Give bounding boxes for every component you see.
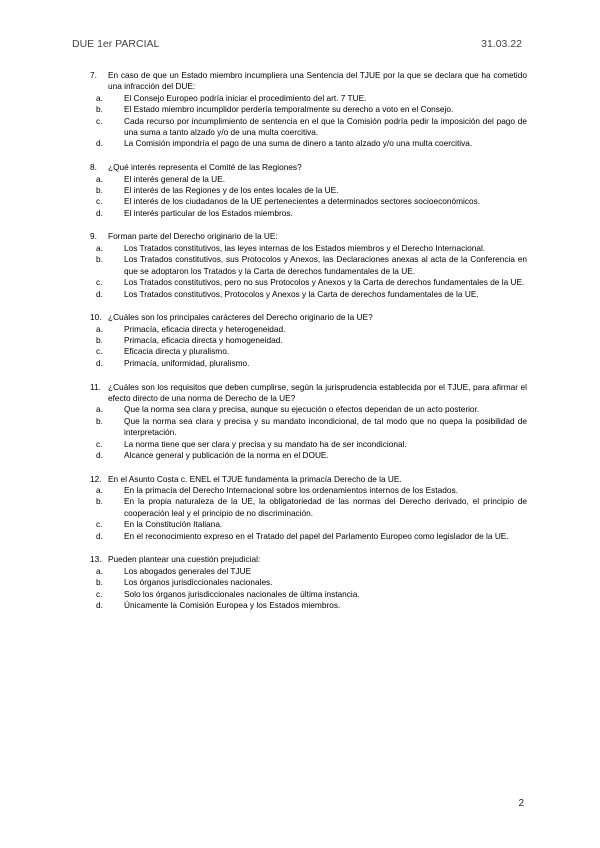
answer-option [90,116,527,139]
option-label: a. [96,242,103,253]
answer-option [90,208,527,219]
option-text: En la propia naturaleza de la UE, la obligatoriedad de las normas del Derecho derivado, el principio de cooperación leal y el principio de no discriminación. [124,496,527,518]
header-title: DUE 1er PARCIAL [72,38,160,50]
question-number: 10. [90,312,102,323]
question-stem [90,312,527,323]
option-label: d. [96,357,103,368]
answer-option [90,138,527,149]
option-label: c. [96,277,103,288]
question-stem [90,162,527,173]
option-label: b. [96,104,103,115]
question-item [90,474,527,542]
answer-option [90,496,527,519]
option-label: a. [96,173,103,184]
question-stem [90,554,527,565]
question-stem [90,231,527,242]
option-label: d. [96,600,103,611]
answer-option [90,416,527,439]
option-label: c. [96,115,103,126]
question-item [90,554,527,611]
option-text: En la Constitución Italiana. [124,519,223,530]
answer-option [90,93,527,104]
question-item [90,70,527,150]
option-label: c. [96,438,103,449]
answer-option [90,104,527,115]
option-label: d. [96,138,103,149]
option-text: Cada recurso por incumplimiento de sentencia en el que la Comisión podría pedir la imposición del pago de una suma a tanto alzado y/o de una multa coercitiva. [124,115,527,138]
option-label: d. [96,530,103,541]
answer-option [90,450,527,461]
option-label: c. [96,519,103,530]
option-text: Los Tratados constitutivos, las leyes internas de los Estados miembros y el Derecho Internacional. [124,242,486,253]
option-text: El interés de las Regiones y de los entes locales de la UE. [124,184,339,195]
option-text: Que la norma sea clara y precisa, aunque su ejecución o efectos dependan de un acto posterior. [124,404,480,415]
option-label: d. [96,288,103,299]
answer-options [90,566,527,612]
question-item [90,382,527,462]
option-text: Primacía, uniformidad, pluralismo. [124,357,250,368]
answer-option [90,289,527,300]
option-text: Que la norma sea clara y precisa y su mandato incondicional, de tal modo que no quepa la posibilidad de interpretación. [124,415,527,438]
answer-option [90,485,527,496]
option-label: b. [96,335,103,346]
option-text: El Consejo Europeo podría iniciar el procedimiento del art. 7 TUE. [124,92,367,103]
option-text: El interés de los ciudadanos de la UE pertenecientes a determinados sectores socioeconómicos. [124,196,481,207]
answer-option [90,185,527,196]
answer-option [90,346,527,357]
answer-option [90,243,527,254]
option-label: c. [96,196,103,207]
option-label: d. [96,207,103,218]
option-text: Alcance general y publicación de la norma en el DOUE. [124,449,329,460]
page-header [72,38,522,52]
question-text: Forman parte del Derecho originario de la UE: [108,231,278,242]
answer-option [90,519,527,530]
answer-option [90,600,527,611]
answer-option [90,324,527,335]
question-stem [90,382,527,405]
question-text: En caso de que un Estado miembro incumpliera una Sentencia del TJUE por la que se declara que ha cometido una infracción del DUE: [108,70,527,92]
option-text: En el reconocimiento expreso en el Tratado del papel del Parlamento Europeo como legislador de la UE. [124,530,509,541]
option-text: Los Tratados constitutivos, Protocolos y Anexos y la Carta de derechos fundamentales de la UE. [124,288,479,299]
option-label: a. [96,92,103,103]
option-text: Los Tratados constitutivos, pero no sus Protocolos y Anexos y la Carta de derechos fundamentales de la UE. [124,277,525,288]
question-item [90,312,527,369]
question-number: 7. [90,70,97,80]
answer-option [90,196,527,207]
option-label: a. [96,323,103,334]
question-text: ¿Cuáles son los requisitos que deben cumplirse, según la jurisprudencia establecida por el TJUE, para afirmar el efecto directo de una norma de Derecho de la UE? [108,381,527,403]
answer-options [90,174,527,220]
answer-option [90,404,527,415]
option-text: En la primacía del Derecho Internacional sobre los ordenamientos internos de los Estados. [124,485,458,496]
option-label: b. [96,254,103,265]
option-text: Eficacia directa y pluralismo. [124,346,230,357]
option-text: La norma tiene que ser clara y precisa y su mandato ha de ser incondicional. [124,438,407,449]
answer-options [90,324,527,370]
option-label: c. [96,588,103,599]
question-number: 12. [90,473,102,484]
answer-option [90,531,527,542]
question-stem [90,70,527,93]
option-text: Los abogados generales del TJUE [124,565,252,576]
question-text: ¿Qué interés representa el Comité de las Regiones? [108,162,302,173]
page-number: 2 [518,798,524,809]
option-label: a. [96,404,103,415]
question-text: ¿Cuáles son los principales carácteres del Derecho originario de la UE? [108,312,373,323]
question-text: En el Asunto Costa c. ENEL el TJUE fundamenta la primacía Derecho de la UE. [108,473,402,484]
option-text: El interés particular de los Estados miembros. [124,207,293,218]
answer-option [90,439,527,450]
question-number: 8. [90,162,97,173]
answer-option [90,589,527,600]
answer-options [90,404,527,461]
header-date: 31.03.22 [481,38,522,50]
option-text: El interés general de la UE. [124,173,226,184]
answer-option [90,254,527,277]
option-text: Primacía, eficacia directa y homogeneidad. [124,335,283,346]
question-number: 9. [90,231,97,242]
option-label: b. [96,184,103,195]
answer-option [90,577,527,588]
question-text: Pueden plantear una cuestión prejudicial: [108,554,261,565]
answer-option [90,566,527,577]
option-label: d. [96,449,103,460]
answer-option [90,174,527,185]
question-item [90,162,527,219]
question-item [90,231,527,299]
option-label: a. [96,485,103,496]
option-text: Los Tratados constitutivos, sus Protocolos y Anexos, las Declaraciones anexas al acta de la Conferencia en que se adoptaron los Tratados y la Carta de derechos fundamentales de la UE. [124,254,527,276]
option-text: Únicamente la Comisión Europea y los Estados miembros. [124,600,341,611]
option-label: c. [96,346,103,357]
answer-option [90,358,527,369]
question-number: 11. [90,381,101,392]
option-text: Primacía, eficacia directa y heterogeneidad. [124,323,286,334]
question-list [90,70,527,624]
option-text: El Estado miembro incumplidor perdería temporalmente su derecho a voto en el Consejo. [124,104,454,115]
option-text: La Comisión impondría el pago de una suma de dinero a tanto alzado y/o una multa coercitiva. [124,138,473,149]
option-label: a. [96,565,103,576]
question-stem [90,474,527,485]
option-label: b. [96,577,103,588]
option-text: Solo los órganos jurisdiccionales nacionales de última instancia. [124,588,360,599]
option-text: Los órganos jurisdiccionales nacionales. [124,577,273,588]
question-number: 13. [90,554,102,565]
answer-options [90,93,527,150]
option-label: b. [96,496,103,507]
answer-options [90,485,527,542]
option-label: b. [96,415,103,426]
answer-options [90,243,527,300]
answer-option [90,335,527,346]
answer-option [90,277,527,288]
